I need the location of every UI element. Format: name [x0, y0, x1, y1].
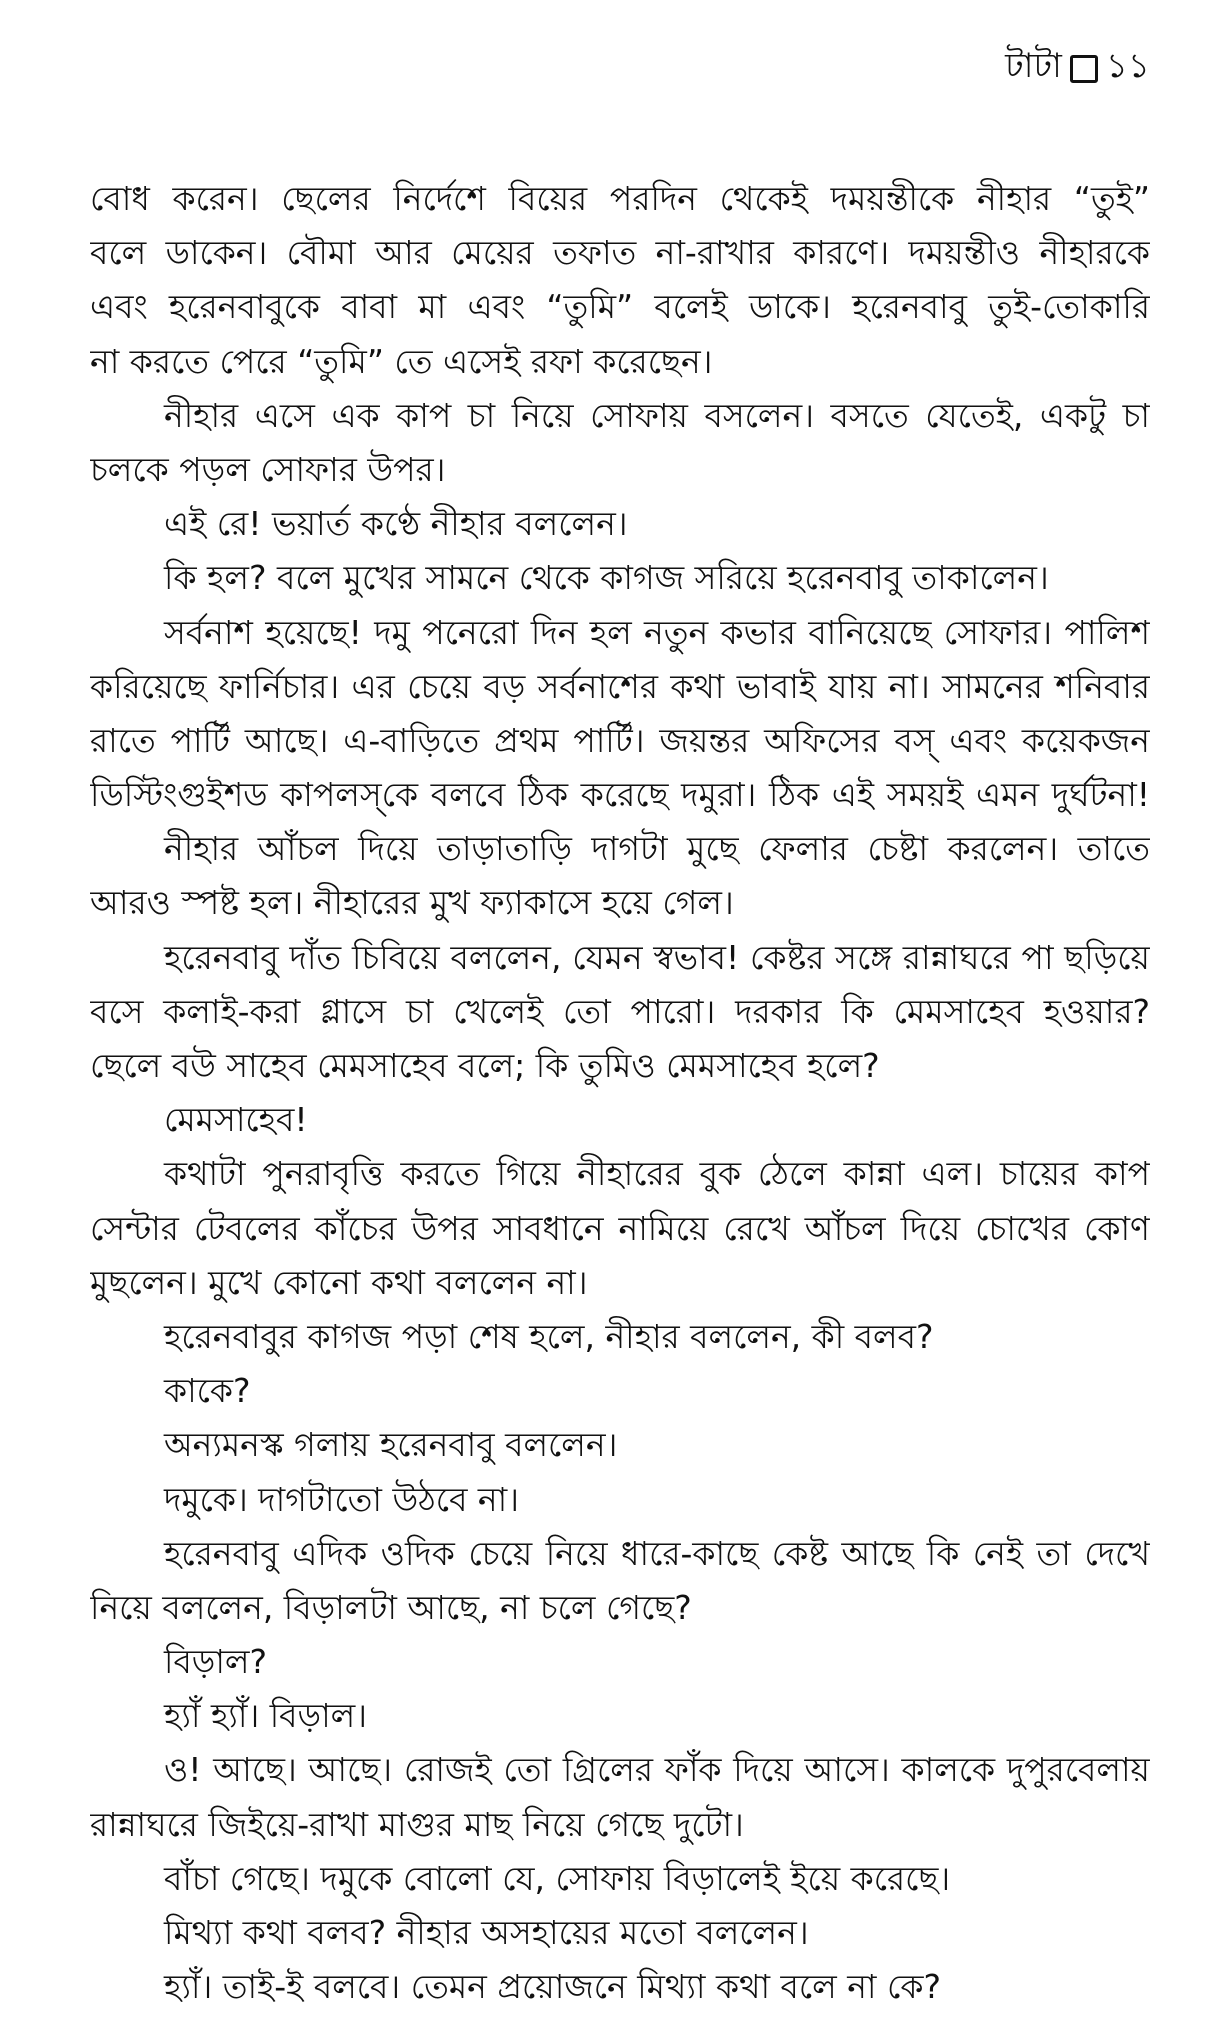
text-line: হ্যাঁ হ্যাঁ। বিড়াল। [164, 1696, 368, 1736]
text-line: হরেনবাবু এদিক ওদিক চেয়ে নিয়ে ধারে-কাছে কেষ্ট আছে কি নেই তা দেখে [164, 1533, 1150, 1573]
text-line: সর্বনাশ হয়েছে! দমু পনেরো দিন হল নতুন কভার বানিয়েছে সোফার। পালিশ [164, 612, 1150, 652]
text-line: চলকে পড়ল সোফার উপর। [90, 449, 446, 489]
text-line: বিড়াল? [164, 1642, 268, 1682]
text-line: নিয়ে বললেন, বিড়ালটা আছে, না চলে গেছে? [90, 1587, 692, 1627]
text-line: অন্যমনস্ক গলায় হরেনবাবু বললেন। [164, 1425, 618, 1465]
text-line: মুছলেন। মুখে কোনো কথা বললেন না। [90, 1262, 588, 1302]
text-line: নীহার আঁচল দিয়ে তাড়াতাড়ি দাগটা মুছে ফেলার চেষ্টা করলেন। তাতে [164, 829, 1150, 869]
text-line: কি হল? বলে মুখের সামনে থেকে কাগজ সরিয়ে হরেনবাবু তাকালেন। [164, 558, 1049, 598]
text-line: বলে ডাকেন। বৌমা আর মেয়ের তফাত না-রাখার কারণে। দময়ন্তীও নীহারকে [90, 233, 1150, 273]
text-line: দমুকে। দাগটাতো উঠবে না। [164, 1479, 519, 1519]
text-line: হরেনবাবু দাঁত চিবিয়ে বললেন, যেমন স্বভাব! কেষ্টর সঙ্গে রান্নাঘরে পা ছড়িয়ে [164, 937, 1150, 977]
running-header [1005, 40, 1150, 97]
text-line: না করতে পেরে “তুমি” তে এসেই রফা করেছেন। [90, 341, 713, 381]
text-line: বাঁচা গেছে। দমুকে বোলো যে, সোফায় বিড়ালেই ইয়ে করেছে। [164, 1858, 951, 1898]
text-line: করিয়েছে ফার্নিচার। এর চেয়ে বড় সর্বনাশের কথা ভাবাই যায় না। সামনের শনিবার [90, 666, 1150, 706]
book-title: টাটা [1005, 46, 1062, 86]
text-line: রাতে পার্টি আছে। এ-বাড়িতে প্রথম পার্টি। জয়ন্তর অফিসের বস্ এবং কয়েকজন [90, 720, 1150, 760]
text-line: ও! আছে। আছে। রোজই তো গ্রিলের ফাঁক দিয়ে আসে। কালকে দুপুরবেলায় [164, 1750, 1150, 1790]
page-number: ১১ [1105, 46, 1150, 86]
text-line: সেন্টার টেবলের কাঁচের উপর সাবধানে নামিয়ে রেখে আঁচল দিয়ে চোখের কোণ [90, 1208, 1150, 1248]
text-line: কাকে? [164, 1371, 251, 1411]
text-line: রান্নাঘরে জিইয়ে-রাখা মাগুর মাছ নিয়ে গেছে দুটো। [90, 1804, 744, 1844]
text-line: আরও স্পষ্ট হল। নীহারের মুখ ফ্যাকাসে হয়ে গেল। [90, 883, 734, 923]
text-line: ডিস্টিংগুইশড কাপলস্‌কে বলবে ঠিক করেছে দমুরা। ঠিক এই সময়ই এমন দুর্ঘটনা! [90, 775, 1150, 815]
text-line: এবং হরেনবাবুকে বাবা মা এবং “তুমি” বলেই ডাকে। হরেনবাবু তুই-তোকারি [90, 287, 1150, 327]
text-line: হ্যাঁ। তাই-ই বলবে। তেমন প্রয়োজনে মিথ্যা কথা বলে না কে? [164, 1967, 941, 2007]
text-line: কথাটা পুনরাবৃত্তি করতে গিয়ে নীহারের বুক ঠেলে কান্না এল। চায়ের কাপ [164, 1154, 1150, 1194]
text-line: মেমসাহেব! [164, 1100, 308, 1140]
text-line: বসে কলাই-করা গ্লাসে চা খেলেই তো পারো। দরকার কি মেমসাহেব হওয়ার? [90, 991, 1150, 1031]
separator-box-icon [1070, 55, 1098, 83]
page-body-text [90, 172, 1150, 2014]
text-line: নীহার এসে এক কাপ চা নিয়ে সোফায় বসলেন। বসতে যেতেই, একটু চা [164, 395, 1150, 435]
text-line: মিথ্যা কথা বলব? নীহার অসহায়ের মতো বললেন। [164, 1913, 809, 1952]
text-line: এই রে! ভয়ার্ত কণ্ঠে নীহার বললেন। [164, 504, 628, 544]
text-line: বোধ করেন। ছেলের নির্দেশে বিয়ের পরদিন থেকেই দময়ন্তীকে নীহার “তুই” [90, 179, 1150, 218]
text-line: হরেনবাবুর কাগজ পড়া শেষ হলে, নীহার বললেন, কী বলব? [164, 1316, 934, 1356]
text-line: ছেলে বউ সাহেব মেমসাহেব বলে; কি তুমিও মেমসাহেব হলে? [90, 1046, 880, 1085]
